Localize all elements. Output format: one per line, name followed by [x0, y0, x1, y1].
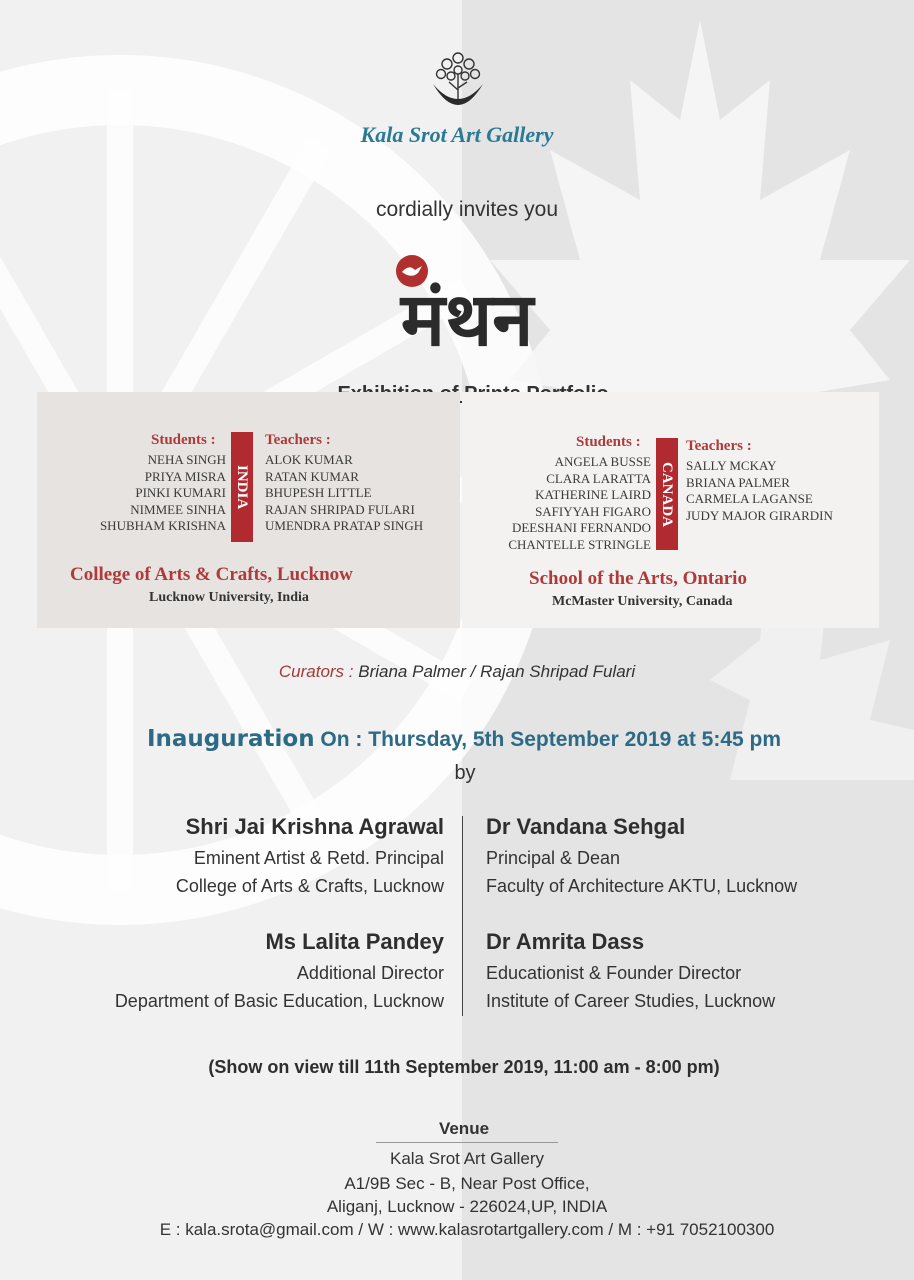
guest-organization: Faculty of Architecture AKTU, Lucknow	[486, 876, 798, 896]
list-item: CLARA LARATTA	[546, 470, 651, 486]
venue-address-line-1: A1/9B Sec - B, Near Post Office,	[344, 1174, 590, 1193]
guest-name: Dr Vandana Sehgal	[486, 814, 686, 839]
show-dates: (Show on view till 11th September 2019, 11:00 am - 8:00 pm)	[208, 1057, 720, 1077]
canada-panel	[462, 392, 879, 628]
canada-students-list	[508, 454, 651, 553]
india-teachers-label: Teachers :	[265, 432, 331, 448]
canada-teachers-label: Teachers :	[686, 438, 752, 454]
guest-organization: College of Arts & Crafts, Lucknow	[175, 876, 444, 896]
list-item: PINKI KUMARI	[135, 485, 226, 500]
curators-line	[0, 662, 914, 682]
india-college: College of Arts & Crafts, Lucknow	[70, 564, 353, 585]
canada-country-badge: CANADA	[656, 438, 678, 550]
list-item: DEESHANI FERNANDO	[511, 520, 651, 535]
guest-name: Ms Lalita Pandey	[265, 929, 444, 954]
venue-contact: E : kala.srota@gmail.com / W : www.kalasrotartgallery.com / M : +91 7052100300	[159, 1220, 775, 1239]
india-country-badge: INDIA	[231, 432, 253, 542]
list-item: KATHERINE LAIRD	[535, 487, 651, 502]
list-item: BHUPESH LITTLE	[265, 485, 372, 500]
list-item: UMENDRA PRATAP SINGH	[265, 518, 424, 533]
india-university: Lucknow University, India	[149, 590, 309, 605]
tree-logo-icon	[427, 40, 489, 120]
canada-students-label: Students :	[576, 434, 641, 450]
list-item: RAJAN SHRIPAD FULARI	[265, 501, 415, 517]
guest-block	[486, 814, 797, 900]
guest-title: Eminent Artist & Retd. Principal	[193, 848, 444, 868]
venue-name: Kala Srot Art Gallery	[389, 1149, 544, 1168]
list-item: SALLY MCKAY	[686, 458, 777, 473]
guest-name: Dr Amrita Dass	[486, 929, 645, 954]
guest-block	[486, 929, 775, 1015]
by-text: by	[454, 762, 476, 784]
list-item: SAFIYYAH FIGARO	[535, 503, 651, 519]
list-item: NEHA SINGH	[147, 452, 226, 467]
list-item: ALOK KUMAR	[265, 452, 353, 467]
list-item: CHANTELLE STRINGLE	[508, 536, 651, 552]
india-panel	[37, 392, 460, 628]
guest-organization: Institute of Career Studies, Lucknow	[486, 991, 776, 1011]
curators-names: Briana Palmer / Rajan Shripad Fulari	[358, 662, 636, 681]
list-item: RATAN KUMAR	[265, 468, 359, 484]
india-students-list	[100, 452, 226, 535]
inauguration-details: On : Thursday, 5th September 2019 at 5:45 pm	[320, 728, 782, 751]
guest-title: Principal & Dean	[486, 848, 621, 868]
inauguration-word: Inauguration	[146, 726, 315, 752]
canada-college: School of the Arts, Ontario	[529, 568, 747, 589]
list-item: NIMMEE SINHA	[130, 501, 226, 517]
inauguration-line	[0, 726, 914, 752]
guest-block	[176, 814, 444, 900]
gallery-name: Kala Srot Art Gallery	[360, 122, 554, 147]
canada-university: McMaster University, Canada	[552, 594, 733, 609]
guest-block	[115, 929, 444, 1015]
list-item: JUDY MAJOR GIRARDIN	[686, 507, 833, 523]
canada-teachers-list	[686, 458, 833, 524]
venue-heading: Venue	[438, 1119, 490, 1138]
list-item: ANGELA BUSSE	[554, 454, 651, 469]
invite-text: cordially invites you	[375, 198, 559, 221]
india-teachers-list	[265, 452, 423, 535]
guests-divider	[462, 816, 463, 1016]
exhibition-title: मंथन	[400, 278, 534, 361]
guest-organization: Department of Basic Education, Lucknow	[114, 991, 444, 1011]
venue-divider	[376, 1142, 558, 1143]
guest-title: Educationist & Founder Director	[486, 963, 742, 983]
list-item: CARMELA LAGANSE	[686, 491, 813, 506]
list-item: SHUBHAM KRISHNA	[99, 518, 226, 533]
list-item: BRIANA PALMER	[686, 474, 790, 490]
venue-address-line-2: Aliganj, Lucknow - 226024,UP, INDIA	[326, 1197, 608, 1216]
list-item: PRIYA MISRA	[144, 468, 226, 484]
curators-label: Curators :	[278, 662, 354, 681]
guest-title: Additional Director	[296, 963, 444, 983]
guest-name: Shri Jai Krishna Agrawal	[185, 814, 444, 839]
india-students-label: Students :	[151, 432, 216, 448]
